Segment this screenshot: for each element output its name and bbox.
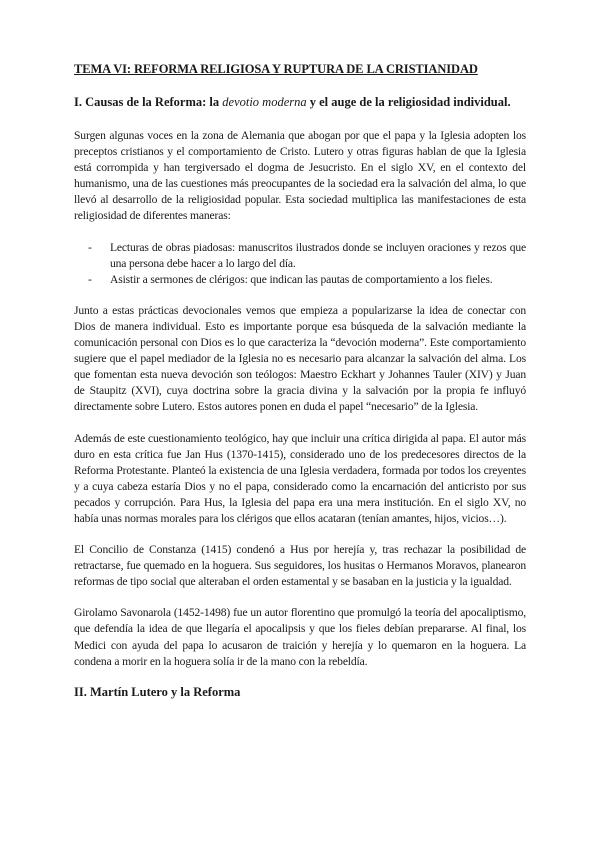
list-dash-marker: - — [88, 272, 92, 286]
list-item-text: Asistir a sermones de clérigos: que indican las pautas de comportamiento a los fieles. — [110, 272, 493, 286]
paragraph-savonarola: Girolamo Savonarola (1452-1498) fue un autor florentino que promulgó la teoría del apocaliptismo, que defendía la idea de que llegaría el apocalipsis y que los fieles debían prepararse. Al final, los Medici con ayuda del papa lo acusaron de traición y herejía y lo quemaron en la hoguera. La condena a morir en la hoguera solía ir de la mano con la rebeldía. — [74, 606, 526, 668]
list-item — [74, 240, 526, 272]
list-item-text: Lecturas de obras piadosas: manuscritos ilustrados donde se incluyen oraciones y rezos que una persona debe hacer a lo largo del día. — [110, 240, 526, 270]
section-heading-causes — [74, 95, 526, 110]
list-item — [74, 272, 526, 288]
document-body — [74, 62, 526, 718]
section-heading-suffix: y el auge de la religiosidad individual. — [306, 95, 511, 109]
paragraph-council-constance: El Concilio de Constanza (1415) condenó a Hus por herejía y, tras rechazar la posibilidad de retractarse, fue quemado en la hoguera. Sus seguidores, los husitas o Hermanos Moravos, planearon reformas de tipo social que alteraban el orden estamental y se basaban en la justicia y la igualdad. — [74, 543, 526, 589]
paragraph-jan-hus: Además de este cuestionamiento teológico, hay que incluir una crítica dirigida al papa. El autor más duro en esta crítica fue Jan Hus (1370-1415), considerado uno de los predecesores directos de la Reforma Protestante. Planteó la existencia de una Iglesia verdadera, formada por todos los creyentes y a cuya cabeza estaría Dios y no el papa, considerado como la encarnación del anticristo por sus pecados y corrupción. Para Hus, la Iglesia del papa era una mera institución. En el siglo XV, no había unas normas morales para los clérigos que ellos acataran (tenían amantes, hijos, vicios…). — [74, 431, 526, 525]
list-dash-marker: - — [88, 240, 92, 254]
section-heading-prefix: I. Causas de la Reforma: la — [74, 95, 223, 109]
document-title: TEMA VI: REFORMA RELIGIOSA Y RUPTURA DE LA CRISTIANIDAD — [74, 62, 478, 76]
devotional-practices-list — [74, 240, 526, 288]
paragraph-intro: Surgen algunas voces en la zona de Alemania que abogan por que el papa y la Iglesia adopten los preceptos cristianos y el comportamiento de Cristo. Lutero y otras figuras hablan de que la Iglesia está corrompida y han tergiversado el dogma de Jesucristo. En el siglo XV, en el contexto del humanismo, una de las cuestiones más preocupantes de la sociedad era la salvación del alma, lo que llevó al desarrollo de la religiosidad popular. Esta sociedad multiplica las manifestaciones de esta religiosidad de diferentes maneras: — [74, 129, 526, 223]
paragraph-devotio-moderna: Junto a estas prácticas devocionales vemos que empieza a popularizarse la idea de conectar con Dios de manera individual. Esto es importante porque esa búsqueda de la salvación mediante la comunicación personal con Dios es lo que caracteriza la “devoción moderna”. Este comportamiento sugiere que el papel mediador de la Iglesia no es necesario para alcanzar la salvación del alma. Los que fomentan esta nueva devoción son teólogos: Maestro Eckhart y Johannes Tauler (XIV) y Juan de Staupitz (XVI), cuya doctrina sobre la gracia divina y la salvación por la propia fe influyó directamente sobre Lutero. Estos autores ponen en duda el papel “necesario” de la Iglesia. — [74, 303, 526, 414]
section-heading-italic: devotio moderna — [222, 95, 307, 109]
section-heading-luther: II. Martín Lutero y la Reforma — [74, 684, 241, 699]
